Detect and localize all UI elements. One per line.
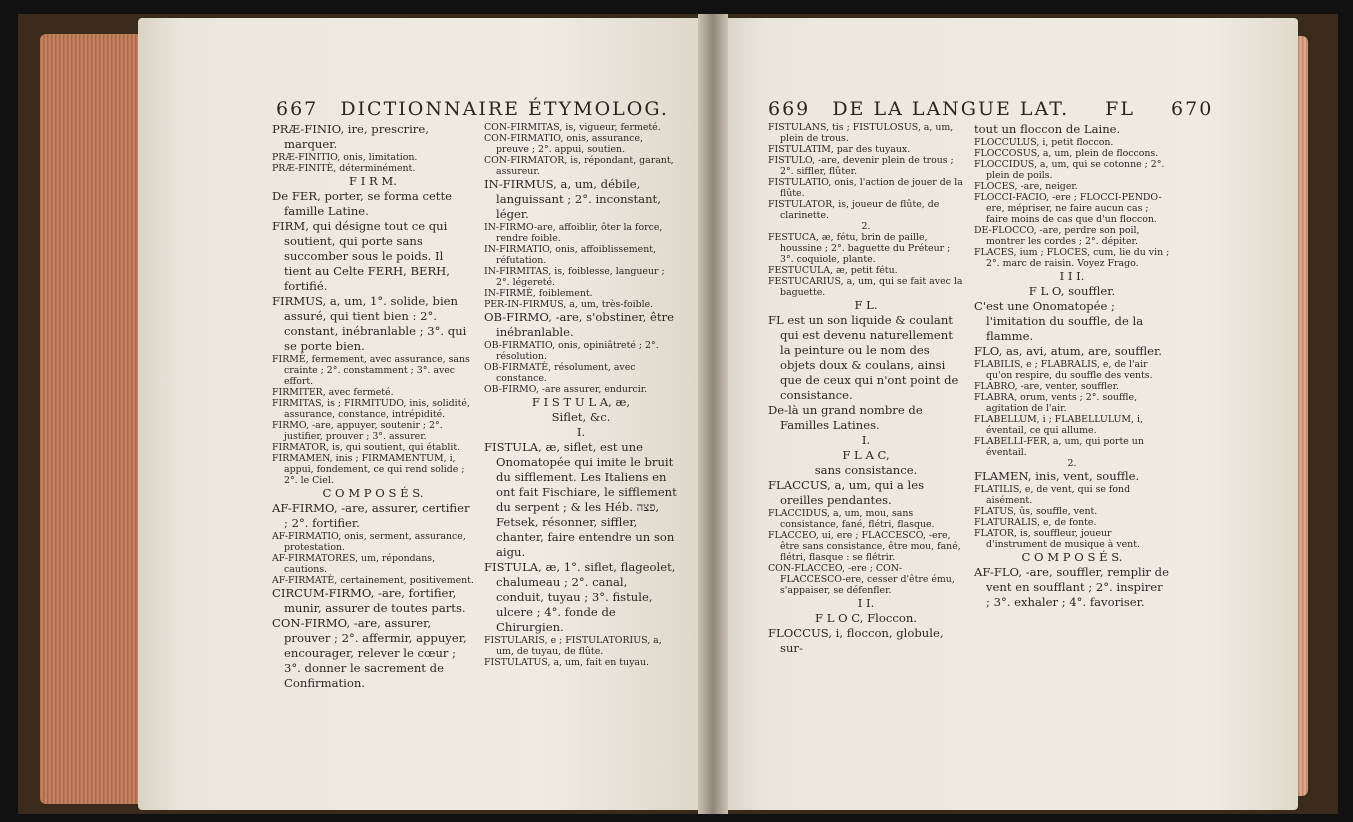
dictionary-entry: FIRMATOR, is, qui soutient, qui établit. (272, 442, 461, 453)
dictionary-entry: IN-FIRMUS, a, um, débile, languissant ; 2°. inconstant, léger. (484, 177, 661, 221)
dictionary-entry: IN-FIRMÈ, foiblement. (484, 288, 593, 299)
dictionary-entry: IN-FIRMATIO, onis, affoiblissement, réfutation. (484, 244, 656, 266)
dictionary-entry: FLOCCIDUS, a, um, qui se cotonne ; 2°. plein de poils. (974, 159, 1165, 181)
dictionary-entry: FLOCES, -are, neiger. (974, 181, 1078, 192)
dictionary-entry: PER-IN-FIRMUS, a, um, très-foible. (484, 299, 654, 310)
dictionary-entry: sans consistance. (814, 463, 918, 477)
dictionary-entry: F I R M. (349, 174, 397, 188)
dictionary-entry: F L. (854, 298, 878, 312)
dictionary-entry: AF-FLO, -are, souffler, remplir de vent en soufflant ; 2°. inspirer ; 3°. exhaler ; 4°. favoriser. (974, 565, 1169, 609)
dictionary-entry: F L O, souffler. (1028, 284, 1116, 298)
dictionary-entry: FLATILIS, e, de vent, qui se fond aisément. (974, 484, 1131, 506)
dictionary-entry: F L O C, Floccon. (815, 611, 917, 625)
dictionary-entry: FLACCIDUS, a, um, mou, sans consistance, fané, flétri, flasque. (768, 508, 935, 530)
dictionary-entry: AF-FIRMATIO, onis, serment, assurance, protestation. (272, 531, 466, 553)
dictionary-entry: C O M P O S É S. (322, 486, 424, 500)
dictionary-entry: 2. (861, 221, 871, 232)
dictionary-entry: PRÆ-FINITÈ, déterminément. (272, 163, 416, 174)
dictionary-entry: FLOCCUS, i, floccon, globule, sur- (768, 626, 944, 655)
right-section-label: FL (1105, 98, 1135, 120)
dictionary-entry: CON-FLACCEO, -ere ; CON-FLACCESCO-ere, cesser d'être ému, s'appaiser, se défenfler. (768, 563, 955, 596)
dictionary-entry: De-là un grand nombre de Familles Latines. (768, 403, 923, 432)
left-column-2 (484, 122, 678, 668)
dictionary-entry: CON-FIRMATOR, is, répondant, garant, assureur. (484, 155, 674, 177)
dictionary-entry: De FER, porter, se forma cette famille Latine. (272, 189, 452, 218)
dictionary-entry: OB-FIRMO, -are, s'obstiner, être inébranlable. (484, 310, 674, 339)
dictionary-entry: FLATURALIS, e, de fonte. (974, 517, 1097, 528)
dictionary-entry: FLATUS, ûs, souffle, vent. (974, 506, 1098, 517)
dictionary-entry: PRÆ-FINITIO, onis, limitation. (272, 152, 418, 163)
right-page (708, 18, 1298, 810)
dictionary-entry: FISTULATIM, par des tuyaux. (768, 144, 911, 155)
book-gutter (698, 14, 728, 814)
dictionary-entry: FIRMÈ, fermement, avec assurance, sans crainte ; 2°. constamment ; 3°. avec effort. (272, 354, 470, 387)
dictionary-entry: AF-FIRMO, -are, assurer, certifier ; 2°. fortifier. (272, 501, 470, 530)
dictionary-entry: CIRCUM-FIRMO, -are, fortifier, munir, assurer de toutes parts. (272, 586, 466, 615)
right-column-2 (974, 122, 1170, 610)
dictionary-entry: AF-FIRMATORES, um, répondans, cautions. (272, 553, 436, 575)
dictionary-entry: tout un floccon de Laine. (974, 122, 1121, 136)
dictionary-entry: FIRMO, -are, appuyer, soutenir ; 2°. justifier, prouver ; 3°. assurer. (272, 420, 443, 442)
dictionary-entry: C O M P O S É S. (1021, 550, 1123, 564)
dictionary-entry: PRÆ-FINIO, ire, prescrire, marquer. (272, 122, 429, 151)
dictionary-entry: I I I. (1059, 269, 1085, 283)
dictionary-entry: IN-FIRMITAS, is, foiblesse, langueur ; 2°. légereté. (484, 266, 665, 288)
dictionary-entry: FIRMITAS, is ; FIRMITUDO, inis, solidité, assurance, constance, intrépidité. (272, 398, 470, 420)
dictionary-entry: 2. (1067, 458, 1077, 469)
dictionary-entry: OB-FIRMO, -are assurer, endurcir. (484, 384, 648, 395)
right-running-title: DE LA LANGUE LAT. (832, 98, 1070, 120)
dictionary-entry: FLO, as, avi, atum, are, souffler. (974, 344, 1162, 358)
dictionary-entry: I I. (857, 596, 875, 610)
dictionary-entry: IN-FIRMO-are, affoiblir, ôter la force, rendre foible. (484, 222, 663, 244)
dictionary-entry: CON-FIRMO, -are, assurer, prouver ; 2°. affermir, appuyer, encourager, relever le cœur ; 3°. donner le sacrement de Confirmation. (272, 616, 467, 690)
left-page-header (276, 98, 749, 120)
dictionary-entry: I. (576, 425, 586, 439)
left-page (138, 18, 718, 810)
dictionary-entry: F L A C, (842, 448, 890, 462)
dictionary-entry: FLACCEO, ui, ere ; FLACCESCO, -ere, être sans consistance, être mou, fané, flétri, flasque : se flétrir. (768, 530, 961, 563)
dictionary-entry: C'est une Onomatopée ; l'imitation du souffle, de la flamme. (974, 299, 1144, 343)
dictionary-entry: FIRM, qui désigne tout ce qui soutient, qui porte sans succomber sous le poids. Il tient au Celte FERH, BERH, fortifié. (272, 219, 450, 293)
dictionary-entry: FLATOR, is, souffleur, joueur d'instrument de musique à vent. (974, 528, 1140, 550)
dictionary-entry: FLABILIS, e ; FLABRALIS, e, de l'air qu'on respire, du souffle des vents. (974, 359, 1153, 381)
book-spread (18, 14, 1338, 814)
dictionary-entry: FIRMUS, a, um, 1°. solide, bien assuré, qui tient bien : 2°. constant, inébranlable ; 3°. qui se porte bien. (272, 294, 467, 353)
dictionary-entry: FL est un son liquide & coulant qui est devenu naturellement la peinture ou le nom des objets doux & coulans, ainsi que de ceux qui n'ont point de consistance. (768, 313, 959, 402)
dictionary-entry: FLABRA, orum, vents ; 2°. souffle, agitation de l'air. (974, 392, 1138, 414)
dictionary-entry: AF-FIRMATÈ, certainement, positivement. (272, 575, 474, 586)
dictionary-entry: FISTULATIO, onis, l'action de jouer de la flûte. (768, 177, 963, 199)
right-page-header (768, 98, 1213, 120)
dictionary-entry: DE-FLOCCO, -are, perdre son poil, montrer les cordes ; 2°. dépiter. (974, 225, 1140, 247)
dictionary-entry: FLABRO, -are, venter, souffler. (974, 381, 1120, 392)
dictionary-entry: CON-FIRMITAS, is, vigueur, fermeté. (484, 122, 661, 133)
right-page-number-right: 670 (1171, 98, 1214, 120)
dictionary-entry: OB-FIRMATÈ, résolument, avec constance. (484, 362, 636, 384)
right-page-number: 669 (768, 98, 811, 120)
dictionary-entry: CON-FIRMATIO, onis, assurance, preuve ; 2°. appui, soutien. (484, 133, 643, 155)
left-page-number: 667 (276, 98, 319, 120)
dictionary-entry: FLOCCI-FACIO, -ere ; FLOCCI-PENDO-ere, mépriser, ne faire aucun cas ; faire moins de cas que d'un floccon. (974, 192, 1162, 225)
dictionary-entry: OB-FIRMATIO, onis, opiniâtreté ; 2°. résolution. (484, 340, 659, 362)
dictionary-entry: FISTULANS, tis ; FISTULOSUS, a, um, plein de trous. (768, 122, 954, 144)
dictionary-entry: FLOCCOSUS, a, um, plein de floccons. (974, 148, 1159, 159)
dictionary-entry: FISTULA, æ, 1°. siflet, flageolet, chalumeau ; 2°. canal, conduit, tuyau ; 3°. fistule, ulcere ; 4°. fonde de Chirurgien. (484, 560, 676, 634)
dictionary-entry: FLACES, ium ; FLOCES, cum, lie du vin ; 2°. marc de raisin. Voyez Frago. (974, 247, 1170, 269)
dictionary-entry: FESTUCARIUS, a, um, qui se fait avec la baguette. (768, 276, 963, 298)
dictionary-entry: FISTULA, æ, siflet, est une Onomatopée qui imite le bruit du sifflement. Les Italiens en ont fait Fischiare, le sifflement du serpent ; & les Héb. פצה, Fetsek, résonner, siffler, chanter, faire entendre un son aigu. (484, 440, 677, 559)
dictionary-entry: FIRMITER, avec fermeté. (272, 387, 394, 398)
dictionary-entry: FISTULATOR, is, joueur de flûte, de clarinette. (768, 199, 940, 221)
dictionary-entry: FLAMEN, inis, vent, souffle. (974, 469, 1140, 483)
dictionary-entry: FISTULO, -are, devenir plein de trous ; 2°. siffler, flûter. (768, 155, 954, 177)
dictionary-entry: FLACCUS, a, um, qui a les oreilles pendantes. (768, 478, 925, 507)
dictionary-entry: FIRMAMEN, inis ; FIRMAMENTUM, i, appui, fondement, ce qui rend solide ; 2°. le Ciel. (272, 453, 465, 486)
left-page-edges (40, 34, 150, 804)
dictionary-entry: FLABELLUM, i ; FLABELLULUM, i, éventail, ce qui allume. (974, 414, 1143, 436)
dictionary-entry: F I S T U L A, æ, (531, 395, 631, 409)
right-column-1 (768, 122, 964, 656)
dictionary-entry: FLOCCULUS, i, petit floccon. (974, 137, 1114, 148)
dictionary-entry: FISTULARIS, e ; FISTULATORIUS, a, um, de tuyau, de flûte. (484, 635, 662, 657)
dictionary-entry: FLABELLI-FER, a, um, qui porte un éventail. (974, 436, 1144, 458)
dictionary-entry: FESTUCULA, æ, petit fétu. (768, 265, 898, 276)
left-running-title: DICTIONNAIRE ÉTYMOLOG. (340, 98, 669, 120)
dictionary-entry: FESTUCA, æ, fétu, brin de paille, houssine ; 2°. baguette du Préteur ; 3°. coquiole, plante. (768, 232, 951, 265)
left-column-1 (272, 122, 474, 691)
dictionary-entry: Siflet, &c. (551, 410, 611, 424)
dictionary-entry: I. (861, 433, 871, 447)
dictionary-entry: FISTULATUS, a, um, fait en tuyau. (484, 657, 649, 668)
